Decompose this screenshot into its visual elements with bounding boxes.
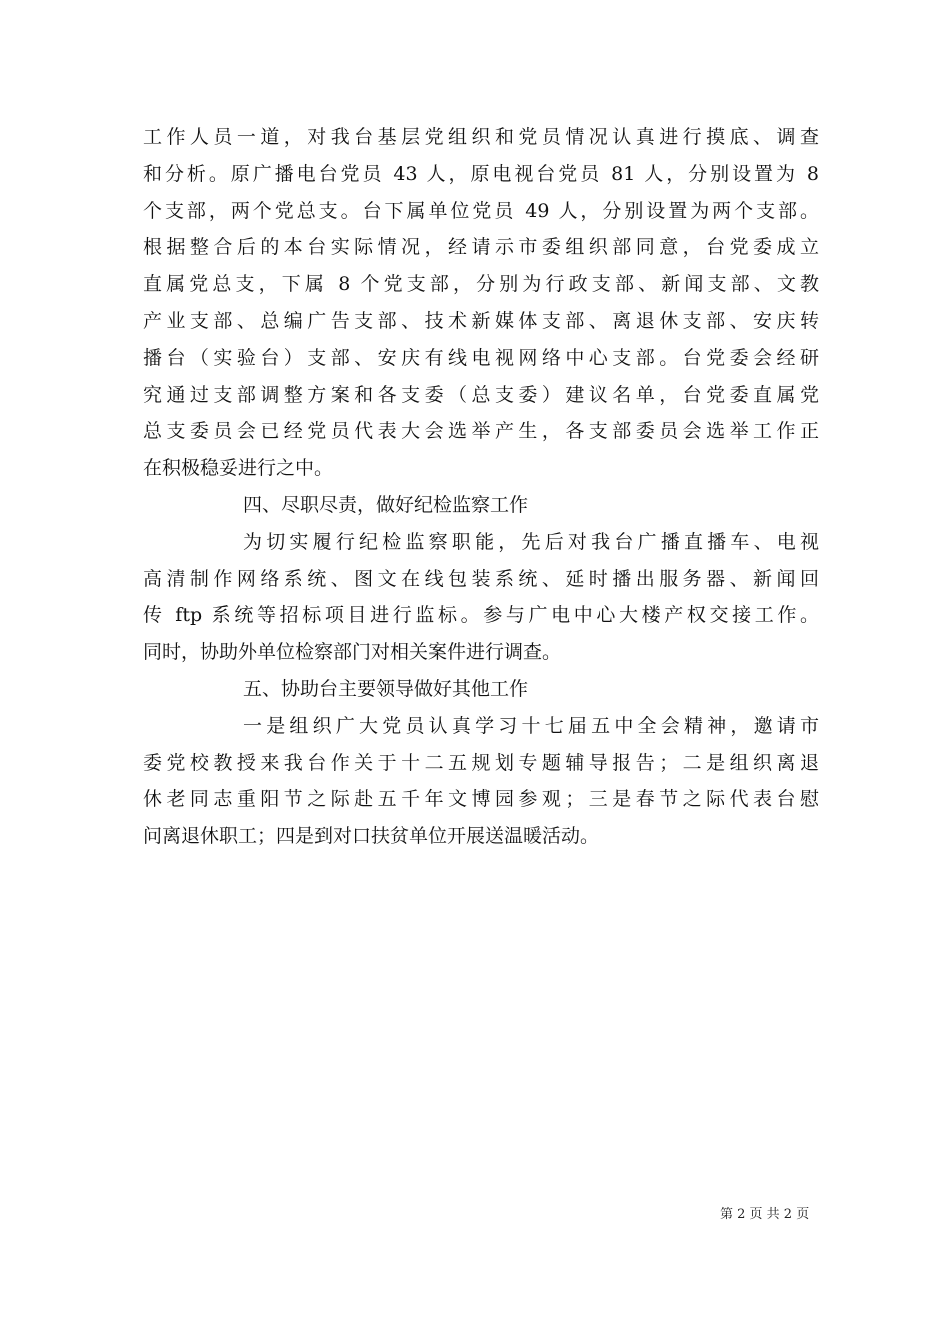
text-line: 和分析。原广播电台党员 43 人，原电视台党员 81 人，分别设置为 8 bbox=[143, 162, 819, 185]
text-line: 产业支部、总编广告支部、技术新媒体支部、离退休支部、安庆转 bbox=[143, 309, 819, 332]
text-line: 个支部，两个党总支。台下属单位党员 49 人，分别设置为两个支部。 bbox=[143, 199, 819, 222]
paragraph-other-work bbox=[143, 708, 819, 855]
paragraph-discipline bbox=[143, 524, 819, 671]
document-body bbox=[143, 119, 819, 855]
text-line: 播台（实验台）支部、安庆有线电视网络中心支部。台党委会经研 bbox=[143, 346, 819, 369]
text-line: 总支委员会已经党员代表大会选举产生，各支部委员会选举工作正 bbox=[143, 420, 819, 443]
text-line: 传 ftp 系统等招标项目进行监标。参与广电中心大楼产权交接工作。 bbox=[143, 604, 819, 627]
section-heading-5: 五、协助台主要领导做好其他工作 bbox=[243, 677, 529, 700]
text-line: 高清制作网络系统、图文在线包装系统、延时播出服务器、新闻回 bbox=[143, 567, 819, 590]
text-line: 委党校教授来我台作关于十二五规划专题辅导报告；二是组织离退 bbox=[143, 751, 819, 774]
text-line: 根据整合后的本台实际情况，经请示市委组织部同意，台党委成立 bbox=[143, 236, 819, 259]
text-line: 同时，协助外单位检察部门对相关案件进行调查。 bbox=[143, 641, 562, 664]
section-heading-4: 四、尽职尽责，做好纪检监察工作 bbox=[243, 493, 529, 516]
paragraph-organization bbox=[143, 119, 819, 487]
text-line: 休老同志重阳节之际赴五千年文博园参观；三是春节之际代表台慰 bbox=[143, 788, 819, 811]
text-line: 直属党总支，下属 8 个党支部，分别为行政支部、新闻支部、文教 bbox=[143, 273, 819, 296]
text-line: 究通过支部调整方案和各支委（总支委）建议名单，台党委直属党 bbox=[143, 383, 819, 406]
page-number: 第 2 页 共 2 页 bbox=[720, 1207, 810, 1222]
text-line: 问离退休职工；四是到对口扶贫单位开展送温暖活动。 bbox=[143, 825, 600, 848]
text-line: 工作人员一道，对我台基层党组织和党员情况认真进行摸底、调查 bbox=[143, 126, 819, 148]
text-line: 一是组织广大党员认真学习十七届五中全会精神，邀请市 bbox=[243, 714, 819, 737]
text-line: 为切实履行纪检监察职能，先后对我台广播直播车、电视 bbox=[243, 530, 819, 553]
text-line: 在积极稳妥进行之中。 bbox=[143, 457, 334, 480]
